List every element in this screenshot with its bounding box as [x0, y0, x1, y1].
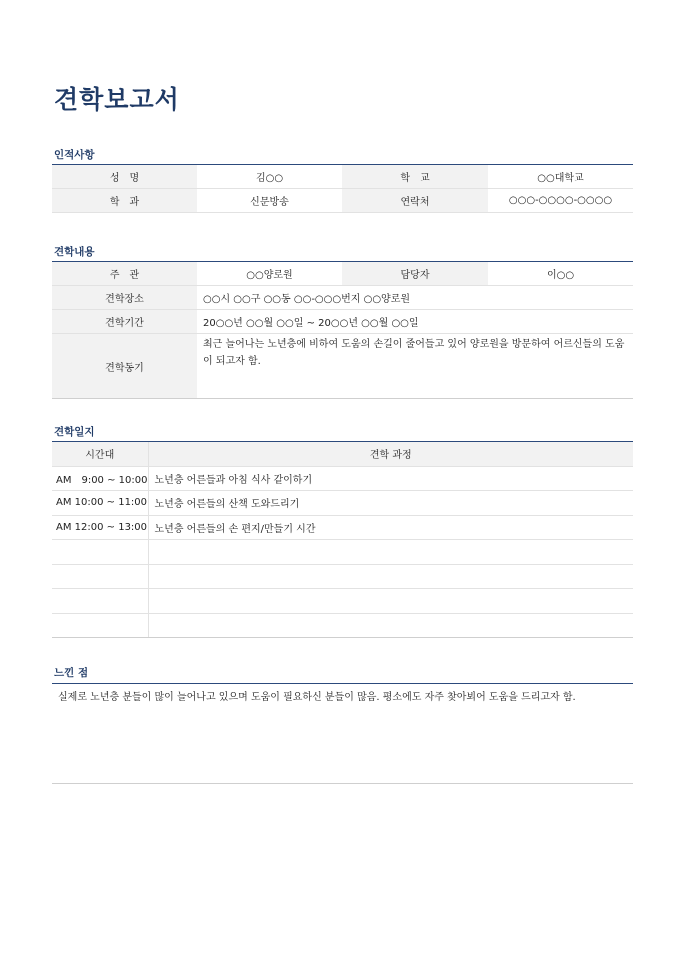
- motive-label: 견학동기: [52, 334, 197, 399]
- host-label: 주 관: [52, 262, 197, 286]
- host-value[interactable]: ○○양로원: [197, 262, 342, 286]
- feeling-box: [52, 683, 633, 784]
- log-process-cell[interactable]: [148, 613, 633, 638]
- log-time-cell[interactable]: AM 9:00 ~ 10:00: [52, 466, 148, 491]
- place-value[interactable]: ○○시 ○○구 ○○동 ○○-○○○번지 ○○양로원: [197, 286, 633, 310]
- department-label: 학 과: [52, 189, 197, 213]
- log-process-cell[interactable]: [148, 540, 633, 565]
- table-row: [52, 589, 633, 614]
- table-header-row: [52, 442, 633, 466]
- visit-content-table: [52, 261, 633, 399]
- manager-value[interactable]: 이○○: [488, 262, 633, 286]
- time-column-header: 시간대: [52, 442, 148, 466]
- period-label: 견학기간: [52, 310, 197, 334]
- visit-content-heading: 견학내용: [54, 246, 95, 258]
- table-row: [52, 564, 633, 589]
- log-time-cell[interactable]: AM 12:00 ~ 13:00: [52, 515, 148, 540]
- feeling-text[interactable]: 실제로 노년층 분들이 많이 늘어나고 있으며 도움이 필요하신 분들이 많음. 평소에도 자주 찾아뵈어 도움을 드리고자 함.: [58, 692, 576, 703]
- process-column-header: 견학 과정: [148, 442, 633, 466]
- visit-log-table: [52, 441, 633, 638]
- table-row: [52, 310, 633, 334]
- table-row: [52, 286, 633, 310]
- log-process-cell[interactable]: 노년층 어른들의 손 편지/만들기 시간: [148, 515, 633, 540]
- log-time-cell[interactable]: [52, 540, 148, 565]
- page-title: 견학보고서: [54, 85, 180, 114]
- name-value[interactable]: 김○○: [197, 165, 342, 189]
- table-row: [52, 540, 633, 565]
- table-row: [52, 613, 633, 638]
- log-process-cell[interactable]: [148, 564, 633, 589]
- feeling-heading: 느낀 점: [54, 667, 89, 679]
- place-label: 견학장소: [52, 286, 197, 310]
- log-time-cell[interactable]: [52, 589, 148, 614]
- department-value[interactable]: 신문방송: [197, 189, 342, 213]
- visit-log-heading: 견학일지: [54, 426, 95, 438]
- contact-value[interactable]: ○○○-○○○○-○○○○: [488, 189, 633, 213]
- table-row: [52, 491, 633, 516]
- motive-value[interactable]: 최근 늘어나는 노년층에 비하여 도움의 손길이 줄어들고 있어 양로원을 방문하여 어르신들의 도움이 되고자 함.: [197, 334, 633, 399]
- log-time-cell[interactable]: [52, 564, 148, 589]
- period-value[interactable]: 20○○년 ○○월 ○○일 ~ 20○○년 ○○월 ○○일: [197, 310, 633, 334]
- personal-info-heading: 인적사항: [54, 149, 95, 161]
- table-row: [52, 334, 633, 399]
- name-label: 성 명: [52, 165, 197, 189]
- table-row: [52, 165, 633, 189]
- log-time-cell[interactable]: AM 10:00 ~ 11:00: [52, 491, 148, 516]
- table-row: [52, 189, 633, 213]
- contact-label: 연락처: [342, 189, 488, 213]
- table-row: [52, 466, 633, 491]
- school-value[interactable]: ○○대학교: [488, 165, 633, 189]
- log-process-cell[interactable]: [148, 589, 633, 614]
- log-process-cell[interactable]: 노년층 어른들의 산책 도와드리기: [148, 491, 633, 516]
- personal-info-table: [52, 164, 633, 213]
- school-label: 학 교: [342, 165, 488, 189]
- table-row: [52, 515, 633, 540]
- manager-label: 담당자: [342, 262, 488, 286]
- log-time-cell[interactable]: [52, 613, 148, 638]
- log-process-cell[interactable]: 노년층 어른들과 아침 식사 같이하기: [148, 466, 633, 491]
- table-row: [52, 262, 633, 286]
